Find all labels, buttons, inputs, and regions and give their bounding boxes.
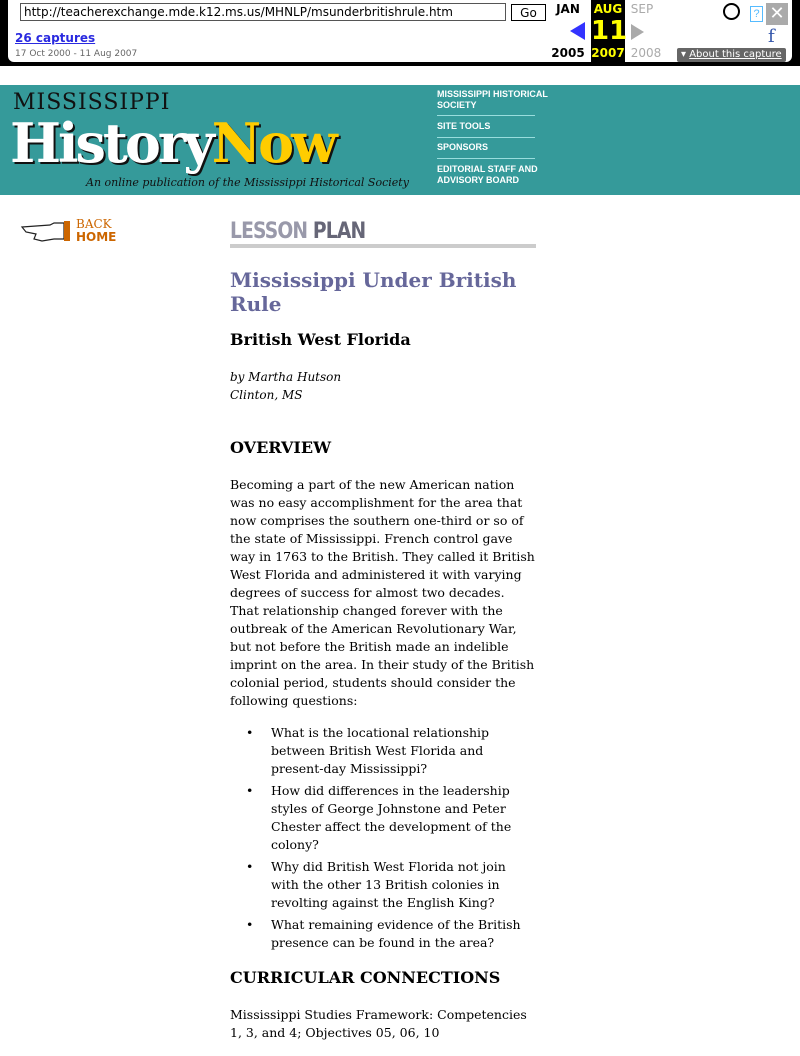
author-info (230, 368, 536, 404)
close-icon[interactable]: ✕ (766, 3, 788, 25)
user-icon[interactable] (723, 3, 740, 20)
about-capture-button[interactable]: ▾ About this capture (677, 48, 786, 62)
capture-range: 17 Oct 2000 - 11 Aug 2007 (15, 49, 138, 59)
curricular-heading: CURRICULAR CONNECTIONS (230, 968, 501, 987)
questions-list (230, 724, 536, 952)
logo-history: History (10, 111, 212, 175)
next-month: SEP (630, 2, 654, 16)
go-button[interactable]: Go (511, 4, 546, 21)
nav-historical-society[interactable]: MISSISSIPPI HISTORICAL SOCIETY (437, 89, 548, 110)
facebook-icon[interactable]: f (768, 26, 775, 47)
prev-arrow-icon[interactable] (570, 22, 585, 40)
list-item: • What is the locational relationship between British West Florida and present-day Mississippi? (230, 724, 536, 778)
curricular-text: Mississippi Studies Framework: Competencies 1, 3, and 4; Objectives 05, 06, 10 (230, 1007, 527, 1040)
home-label: HOME (76, 230, 117, 244)
overview-heading: OVERVIEW (230, 438, 332, 457)
overview-text: Becoming a part of the new American nation was no easy accomplishment for the area that now comprises the southern one-third or so of the state of Mississippi. French control gave way in 1763 to the British. They called it British West Florida and administered it with varying degrees of success for almost two decades. That relationship changed forever with the outbreak of the American Revolutionary War, but not before the British made an indelible imprint on the area. In their study of the British colonial period, students should consider the following questions: (230, 477, 535, 708)
logo-history-now[interactable] (10, 111, 335, 175)
prev-month[interactable]: JAN (556, 2, 580, 16)
list-item: • What remaining evidence of the British presence can be found in the area? (230, 916, 536, 952)
prev-year[interactable]: 2005 (551, 46, 585, 60)
current-year: 2007 (591, 46, 625, 60)
nav-site-tools[interactable]: SITE TOOLS (437, 121, 491, 131)
breadcrumb-home-link[interactable]: Home (6, 69, 37, 80)
nav-divider (437, 137, 535, 138)
breadcrumb (6, 69, 201, 81)
nav-divider (437, 158, 535, 159)
logo-now: Now (211, 111, 335, 175)
back-home-link[interactable] (76, 218, 116, 244)
breadcrumb-separator: : (36, 69, 46, 80)
list-item: • How did differences in the leadership styles of George Johnstone and Peter Chester affect the development of the colony? (230, 782, 536, 854)
logo-mississippi[interactable]: MISSISSIPPI (13, 90, 171, 115)
pointing-hand-icon[interactable] (20, 219, 72, 243)
current-month: AUG (593, 2, 623, 16)
author-location: Clinton, MS (230, 388, 303, 402)
next-year: 2008 (630, 46, 662, 60)
next-arrow-icon (631, 24, 644, 40)
nav-divider (437, 115, 535, 116)
main-content (230, 220, 536, 1056)
url-input[interactable] (20, 3, 506, 21)
logo-tagline: An online publication of the Mississippi Historical Society (86, 176, 409, 189)
back-label: BACK (76, 217, 112, 231)
lesson-plan-heading: LESSON PLAN (230, 219, 366, 244)
wayback-toolbar (0, 0, 800, 66)
author: by Martha Hutson (230, 370, 342, 384)
page-title: Mississippi Under British Rule (230, 268, 517, 316)
captures-link[interactable]: 26 captures (15, 31, 96, 45)
current-day: 11 (591, 16, 628, 46)
list-item: • Why did British West Florida not join with the other 13 British colonies in revolting against the English King? (230, 858, 536, 912)
nav-editorial-staff[interactable]: EDITORIAL STAFF AND ADVISORY BOARD (437, 164, 538, 185)
page-subtitle: British West Florida (230, 330, 411, 349)
help-icon[interactable]: ? (750, 6, 763, 22)
breadcrumb-current: Mississippi Under British Rule (45, 69, 201, 80)
nav-sponsors[interactable]: SPONSORS (437, 142, 489, 152)
lesson-plan-underline (230, 244, 536, 248)
site-banner (0, 85, 800, 195)
